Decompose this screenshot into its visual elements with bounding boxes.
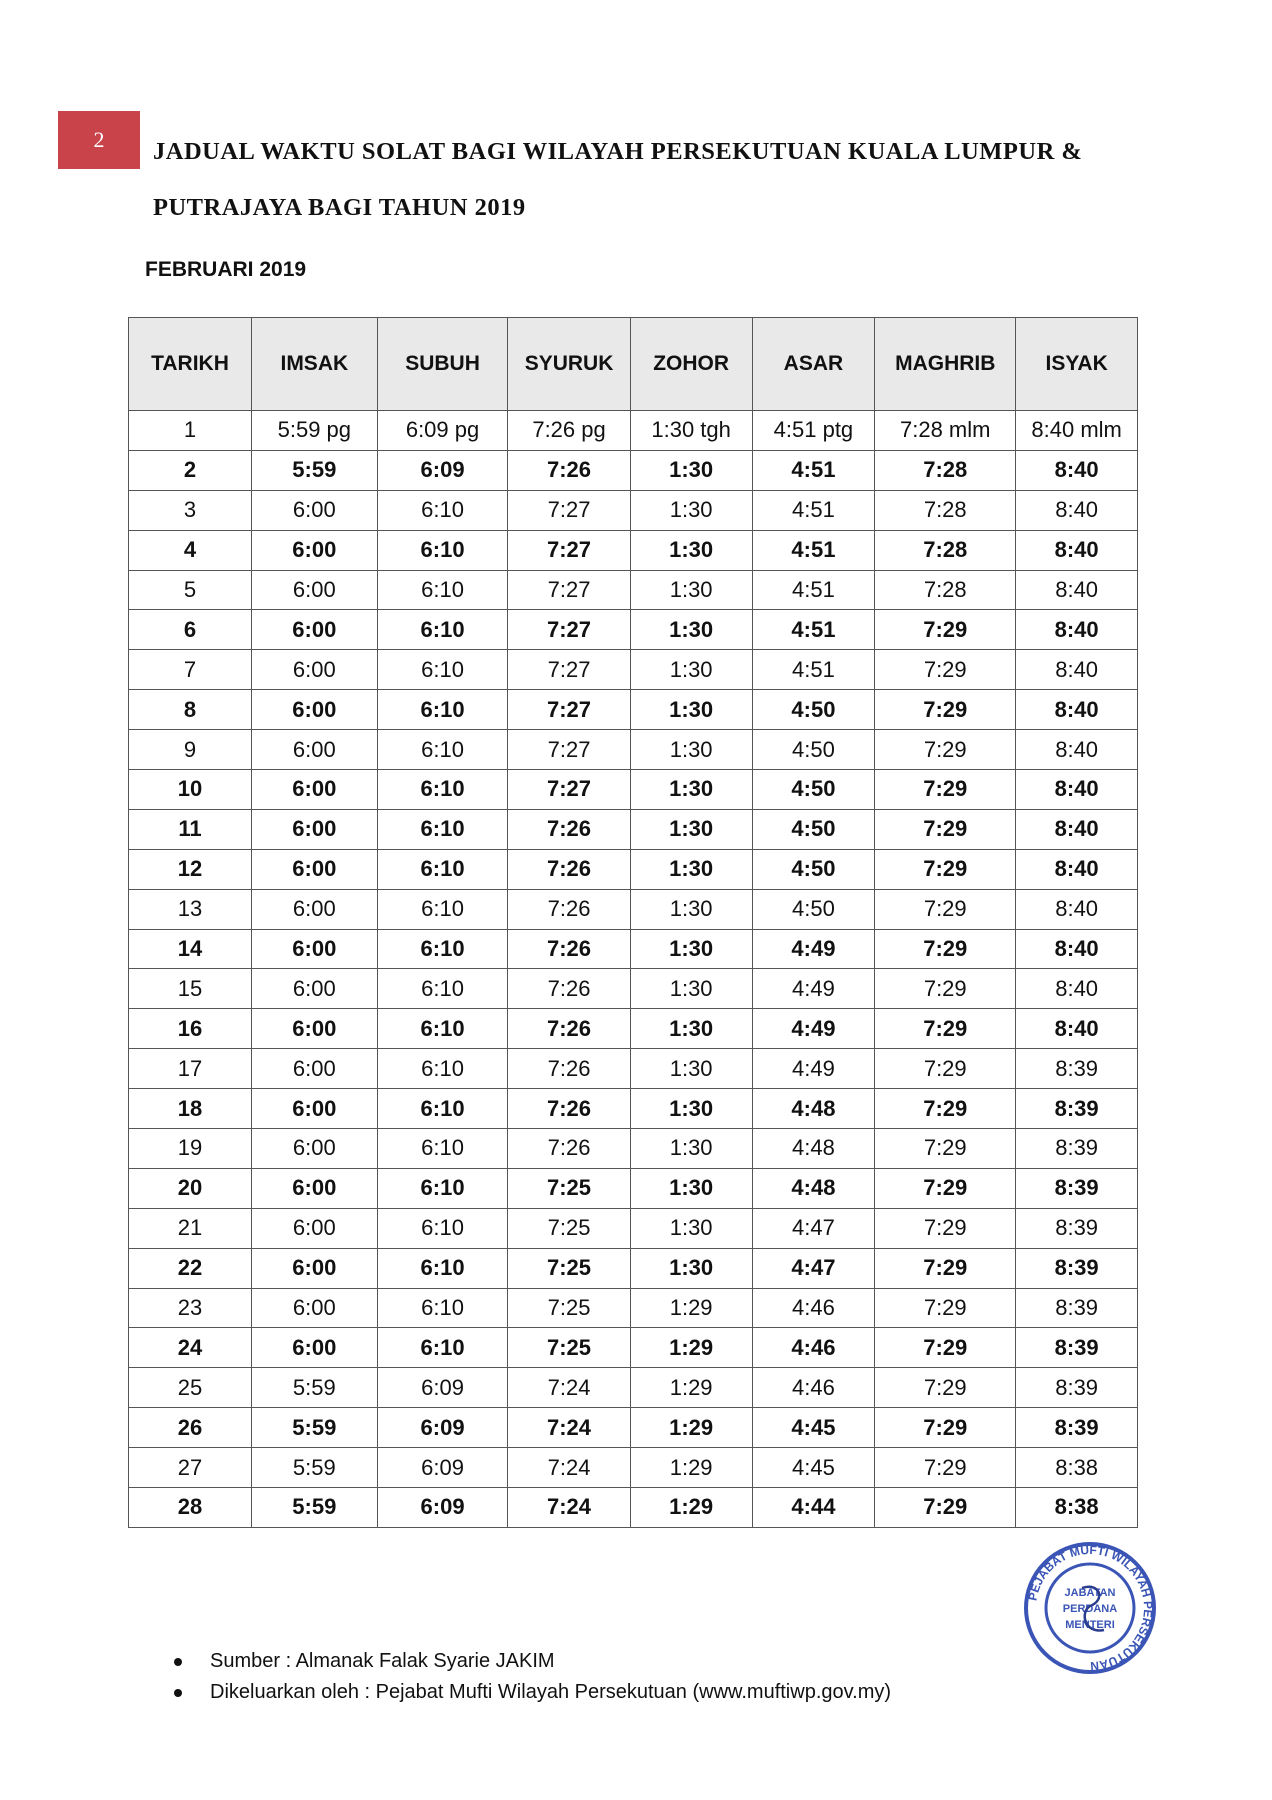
cell-maghrib: 7:28 [875,450,1016,490]
cell-subuh: 6:09 [377,1488,508,1528]
table-row [129,809,1138,849]
cell-maghrib: 7:29 [875,610,1016,650]
cell-asar: 4:46 [752,1368,875,1408]
cell-subuh: 6:09 pg [377,411,508,451]
cell-tarikh: 12 [129,849,252,889]
cell-asar: 4:50 [752,849,875,889]
cell-subuh: 6:10 [377,889,508,929]
cell-isyak: 8:40 [1016,770,1138,810]
cell-imsak: 5:59 [251,1448,377,1488]
cell-maghrib: 7:28 mlm [875,411,1016,451]
cell-syuruk: 7:27 [508,650,630,690]
cell-syuruk: 7:26 [508,929,630,969]
cell-asar: 4:50 [752,889,875,929]
cell-zohor: 1:30 [630,650,752,690]
table-row [129,1168,1138,1208]
cell-maghrib: 7:29 [875,1488,1016,1528]
cell-subuh: 6:10 [377,1129,508,1169]
cell-zohor: 1:30 [630,809,752,849]
table-row [129,610,1138,650]
table-body [129,411,1138,1528]
cell-isyak: 8:40 [1016,690,1138,730]
cell-zohor: 1:29 [630,1328,752,1368]
cell-subuh: 6:09 [377,1368,508,1408]
cell-isyak: 8:39 [1016,1168,1138,1208]
cell-asar: 4:51 [752,650,875,690]
cell-syuruk: 7:26 [508,889,630,929]
cell-syuruk: 7:24 [508,1488,630,1528]
cell-isyak: 8:40 [1016,730,1138,770]
cell-asar: 4:51 [752,490,875,530]
cell-maghrib: 7:29 [875,1208,1016,1248]
cell-subuh: 6:10 [377,809,508,849]
cell-imsak: 6:00 [251,490,377,530]
cell-imsak: 5:59 [251,450,377,490]
table-row [129,770,1138,810]
table-row [129,1368,1138,1408]
cell-subuh: 6:09 [377,450,508,490]
cell-tarikh: 7 [129,650,252,690]
cell-syuruk: 7:25 [508,1168,630,1208]
cell-maghrib: 7:28 [875,490,1016,530]
cell-tarikh: 13 [129,889,252,929]
cell-isyak: 8:40 [1016,450,1138,490]
prayer-times-table [128,317,1138,1528]
cell-isyak: 8:40 [1016,849,1138,889]
table-row [129,1129,1138,1169]
cell-isyak: 8:39 [1016,1129,1138,1169]
cell-imsak: 6:00 [251,1129,377,1169]
table-row [129,1288,1138,1328]
cell-subuh: 6:10 [377,690,508,730]
table-header-row [129,318,1138,411]
cell-isyak: 8:40 [1016,809,1138,849]
cell-maghrib: 7:29 [875,1089,1016,1129]
cell-isyak: 8:38 [1016,1488,1138,1528]
cell-zohor: 1:29 [630,1288,752,1328]
cell-zohor: 1:30 [630,1208,752,1248]
cell-isyak: 8:39 [1016,1049,1138,1089]
cell-maghrib: 7:29 [875,929,1016,969]
cell-isyak: 8:39 [1016,1328,1138,1368]
cell-syuruk: 7:26 [508,969,630,1009]
cell-asar: 4:49 [752,929,875,969]
cell-zohor: 1:30 [630,1009,752,1049]
cell-subuh: 6:10 [377,570,508,610]
cell-asar: 4:46 [752,1328,875,1368]
cell-tarikh: 27 [129,1448,252,1488]
cell-asar: 4:51 [752,610,875,650]
header-syuruk: SYURUK [508,318,630,411]
cell-asar: 4:51 ptg [752,411,875,451]
cell-maghrib: 7:29 [875,849,1016,889]
table-row [129,1448,1138,1488]
cell-isyak: 8:40 [1016,530,1138,570]
cell-asar: 4:50 [752,730,875,770]
cell-isyak: 8:39 [1016,1408,1138,1448]
cell-imsak: 5:59 [251,1408,377,1448]
header-tarikh: TARIKH [129,318,252,411]
cell-subuh: 6:10 [377,1328,508,1368]
header-zohor: ZOHOR [630,318,752,411]
cell-tarikh: 5 [129,570,252,610]
cell-zohor: 1:29 [630,1448,752,1488]
cell-maghrib: 7:29 [875,1049,1016,1089]
cell-imsak: 6:00 [251,650,377,690]
cell-imsak: 6:00 [251,690,377,730]
cell-isyak: 8:40 mlm [1016,411,1138,451]
stamp-line-2: PERDANA [1062,1603,1118,1615]
cell-tarikh: 11 [129,809,252,849]
cell-syuruk: 7:27 [508,690,630,730]
cell-maghrib: 7:29 [875,1448,1016,1488]
cell-tarikh: 25 [129,1368,252,1408]
cell-subuh: 6:10 [377,610,508,650]
table-row [129,450,1138,490]
cell-zohor: 1:30 [630,1089,752,1129]
cell-zohor: 1:30 [630,929,752,969]
cell-zohor: 1:30 [630,530,752,570]
cell-tarikh: 15 [129,969,252,1009]
cell-imsak: 6:00 [251,730,377,770]
cell-asar: 4:48 [752,1129,875,1169]
cell-zohor: 1:30 [630,1248,752,1288]
cell-imsak: 6:00 [251,889,377,929]
cell-imsak: 6:00 [251,1208,377,1248]
cell-imsak: 6:00 [251,1328,377,1368]
cell-syuruk: 7:27 [508,530,630,570]
table-row [129,1328,1138,1368]
cell-syuruk: 7:26 [508,1089,630,1129]
cell-subuh: 6:09 [377,1408,508,1448]
cell-isyak: 8:39 [1016,1089,1138,1129]
cell-imsak: 6:00 [251,1049,377,1089]
footer-issuer: Dikeluarkan oleh : Pejabat Mufti Wilayah Persekutuan (www.muftiwp.gov.my) [170,1677,891,1708]
cell-zohor: 1:30 [630,570,752,610]
cell-syuruk: 7:26 [508,809,630,849]
cell-tarikh: 18 [129,1089,252,1129]
cell-maghrib: 7:29 [875,1129,1016,1169]
official-stamp [1020,1538,1160,1678]
footer-notes [170,1646,891,1708]
cell-asar: 4:44 [752,1488,875,1528]
cell-isyak: 8:40 [1016,969,1138,1009]
cell-syuruk: 7:24 [508,1408,630,1448]
cell-isyak: 8:38 [1016,1448,1138,1488]
cell-subuh: 6:10 [377,530,508,570]
cell-tarikh: 23 [129,1288,252,1328]
cell-tarikh: 3 [129,490,252,530]
cell-zohor: 1:30 [630,1129,752,1169]
table-row [129,929,1138,969]
table-row [129,570,1138,610]
stamp-line-1: JABATAN [1064,1587,1116,1599]
cell-zohor: 1:30 tgh [630,411,752,451]
cell-asar: 4:51 [752,570,875,610]
cell-subuh: 6:10 [377,1009,508,1049]
page-title: JADUAL WAKTU SOLAT BAGI WILAYAH PERSEKUTUAN KUALA LUMPUR & PUTRAJAYA BAGI TAHUN 2019 [153,138,1083,221]
cell-zohor: 1:30 [630,1168,752,1208]
table-row [129,650,1138,690]
cell-imsak: 6:00 [251,969,377,1009]
cell-syuruk: 7:26 [508,849,630,889]
table-row [129,490,1138,530]
cell-syuruk: 7:27 [508,570,630,610]
cell-subuh: 6:10 [377,969,508,1009]
cell-syuruk: 7:26 [508,1129,630,1169]
table-row [129,969,1138,1009]
cell-syuruk: 7:24 [508,1448,630,1488]
cell-imsak: 5:59 [251,1368,377,1408]
cell-isyak: 8:40 [1016,650,1138,690]
cell-subuh: 6:10 [377,490,508,530]
cell-syuruk: 7:25 [508,1288,630,1328]
cell-zohor: 1:29 [630,1408,752,1448]
cell-zohor: 1:30 [630,770,752,810]
cell-tarikh: 4 [129,530,252,570]
cell-syuruk: 7:27 [508,730,630,770]
cell-syuruk: 7:25 [508,1248,630,1288]
cell-maghrib: 7:28 [875,530,1016,570]
cell-asar: 4:49 [752,969,875,1009]
cell-tarikh: 9 [129,730,252,770]
cell-subuh: 6:10 [377,849,508,889]
cell-subuh: 6:09 [377,1448,508,1488]
cell-subuh: 6:10 [377,929,508,969]
cell-zohor: 1:30 [630,450,752,490]
cell-subuh: 6:10 [377,650,508,690]
cell-imsak: 6:00 [251,849,377,889]
cell-subuh: 6:10 [377,1288,508,1328]
cell-subuh: 6:10 [377,1168,508,1208]
cell-maghrib: 7:29 [875,809,1016,849]
cell-subuh: 6:10 [377,730,508,770]
table-row [129,730,1138,770]
table-row [129,889,1138,929]
cell-tarikh: 24 [129,1328,252,1368]
cell-tarikh: 16 [129,1009,252,1049]
cell-tarikh: 2 [129,450,252,490]
cell-subuh: 6:10 [377,770,508,810]
table-row [129,530,1138,570]
cell-asar: 4:50 [752,809,875,849]
cell-imsak: 6:00 [251,610,377,650]
cell-tarikh: 10 [129,770,252,810]
cell-maghrib: 7:29 [875,1408,1016,1448]
cell-asar: 4:50 [752,770,875,810]
cell-subuh: 6:10 [377,1089,508,1129]
cell-zohor: 1:30 [630,690,752,730]
cell-zohor: 1:29 [630,1488,752,1528]
cell-maghrib: 7:29 [875,1288,1016,1328]
cell-imsak: 6:00 [251,770,377,810]
table-row [129,1488,1138,1528]
cell-imsak: 6:00 [251,1089,377,1129]
cell-tarikh: 22 [129,1248,252,1288]
cell-maghrib: 7:29 [875,690,1016,730]
cell-asar: 4:49 [752,1009,875,1049]
cell-maghrib: 7:29 [875,1368,1016,1408]
cell-asar: 4:51 [752,450,875,490]
cell-isyak: 8:40 [1016,929,1138,969]
table-row [129,849,1138,889]
cell-isyak: 8:39 [1016,1288,1138,1328]
cell-imsak: 6:00 [251,1288,377,1328]
stamp-line-3: MENTERI [1065,1619,1115,1631]
cell-imsak: 6:00 [251,1248,377,1288]
cell-asar: 4:45 [752,1448,875,1488]
cell-maghrib: 7:29 [875,1328,1016,1368]
cell-imsak: 5:59 pg [251,411,377,451]
cell-syuruk: 7:24 [508,1368,630,1408]
cell-tarikh: 14 [129,929,252,969]
table-row [129,1089,1138,1129]
cell-zohor: 1:30 [630,969,752,1009]
cell-maghrib: 7:29 [875,889,1016,929]
cell-subuh: 6:10 [377,1049,508,1089]
cell-asar: 4:48 [752,1168,875,1208]
cell-imsak: 6:00 [251,809,377,849]
cell-isyak: 8:39 [1016,1368,1138,1408]
table-row [129,411,1138,451]
footer-source: Sumber : Almanak Falak Syarie JAKIM [170,1646,891,1677]
cell-isyak: 8:39 [1016,1248,1138,1288]
cell-isyak: 8:40 [1016,1009,1138,1049]
cell-tarikh: 20 [129,1168,252,1208]
cell-subuh: 6:10 [377,1248,508,1288]
cell-tarikh: 21 [129,1208,252,1248]
header-maghrib: MAGHRIB [875,318,1016,411]
table-row [129,1049,1138,1089]
cell-tarikh: 6 [129,610,252,650]
page-number-badge: 2 [58,111,140,169]
cell-isyak: 8:40 [1016,490,1138,530]
cell-asar: 4:47 [752,1248,875,1288]
table-row [129,1009,1138,1049]
cell-zohor: 1:30 [630,610,752,650]
cell-zohor: 1:30 [630,490,752,530]
cell-zohor: 1:30 [630,730,752,770]
cell-imsak: 5:59 [251,1488,377,1528]
header-asar: ASAR [752,318,875,411]
cell-asar: 4:47 [752,1208,875,1248]
cell-syuruk: 7:26 [508,450,630,490]
cell-imsak: 6:00 [251,570,377,610]
table-row [129,690,1138,730]
cell-tarikh: 19 [129,1129,252,1169]
cell-isyak: 8:39 [1016,1208,1138,1248]
cell-syuruk: 7:26 pg [508,411,630,451]
cell-tarikh: 26 [129,1408,252,1448]
table-row [129,1208,1138,1248]
header-isyak: ISYAK [1016,318,1138,411]
cell-isyak: 8:40 [1016,610,1138,650]
cell-subuh: 6:10 [377,1208,508,1248]
table-row [129,1408,1138,1448]
cell-isyak: 8:40 [1016,570,1138,610]
cell-asar: 4:49 [752,1049,875,1089]
cell-asar: 4:45 [752,1408,875,1448]
cell-syuruk: 7:25 [508,1328,630,1368]
cell-asar: 4:48 [752,1089,875,1129]
cell-maghrib: 7:29 [875,969,1016,1009]
cell-tarikh: 17 [129,1049,252,1089]
cell-tarikh: 1 [129,411,252,451]
cell-imsak: 6:00 [251,1009,377,1049]
cell-tarikh: 8 [129,690,252,730]
cell-maghrib: 7:29 [875,1168,1016,1208]
cell-asar: 4:51 [752,530,875,570]
cell-maghrib: 7:29 [875,1009,1016,1049]
cell-zohor: 1:30 [630,849,752,889]
cell-maghrib: 7:29 [875,770,1016,810]
cell-syuruk: 7:27 [508,770,630,810]
cell-syuruk: 7:25 [508,1208,630,1248]
cell-maghrib: 7:28 [875,570,1016,610]
month-heading: FEBRUARI 2019 [145,258,307,281]
header-imsak: IMSAK [251,318,377,411]
cell-imsak: 6:00 [251,1168,377,1208]
header-subuh: SUBUH [377,318,508,411]
cell-zohor: 1:29 [630,1368,752,1408]
cell-syuruk: 7:26 [508,1009,630,1049]
cell-maghrib: 7:29 [875,730,1016,770]
cell-syuruk: 7:27 [508,490,630,530]
cell-tarikh: 28 [129,1488,252,1528]
cell-zohor: 1:30 [630,889,752,929]
cell-zohor: 1:30 [630,1049,752,1089]
cell-isyak: 8:40 [1016,889,1138,929]
cell-maghrib: 7:29 [875,1248,1016,1288]
cell-imsak: 6:00 [251,929,377,969]
table-row [129,1248,1138,1288]
cell-asar: 4:50 [752,690,875,730]
cell-imsak: 6:00 [251,530,377,570]
cell-syuruk: 7:27 [508,610,630,650]
cell-asar: 4:46 [752,1288,875,1328]
cell-maghrib: 7:29 [875,650,1016,690]
cell-syuruk: 7:26 [508,1049,630,1089]
stamp-outer-text: PEJABAT MUFTI WILAYAH PERSEKUTUAN [1025,1542,1156,1674]
